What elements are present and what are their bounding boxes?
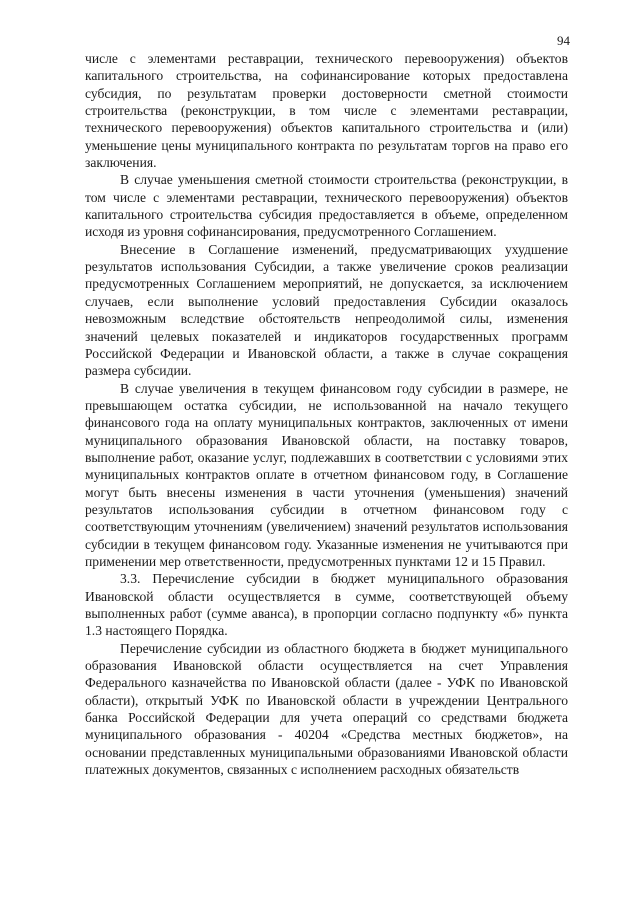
paragraph-cost-reduction: В случае уменьшения сметной стоимости строительства (реконструкции, в том числе с элементами реставрации, технического перевооружения) объектов капитального строительства субсидия предоставляется в объеме, определенном исходя из уровня софинансирования, предусмотренного Соглашением. [85, 172, 568, 240]
paragraph-transfer-procedure: Перечисление субсидии из областного бюджета в бюджет муниципального образования Ивановской области осуществляется на счет Управления Федерального казначейства по Ивановской области (далее - УФК по Ивановской области), открытый УФК по Ивановской области в учреждении Центрального банка Российской Федерации для учета операций со средствами бюджета муниципального образования - 40204 «Средства местных бюджетов», на основании представленных муниципальными образованиями Ивановской области платежных документов, связанных с исполнением расходных обязательств [85, 640, 568, 778]
body-text [85, 50, 568, 778]
page-number: 94 [557, 33, 570, 48]
paragraph-section-3-3: 3.3. Перечисление субсидии в бюджет муниципального образования Ивановской области осуществляется в сумме, соответствующей объему выполненных работ (сумме аванса), в пропорции согласно подпункту «б» пункта 1.3 настоящего Порядка. [85, 571, 568, 639]
paragraph-agreement-changes: Внесение в Соглашение изменений, предусматривающих ухудшение результатов использования Субсидии, а также увеличение сроков реализации предусмотренных Соглашением мероприятий, не допускается, за исключением случаев, если выполнение условий предоставления Субсидии оказалось невозможным вследствие обстоятельств непреодолимой силы, изменения значений целевых показателей и индикаторов государственных программ Российской Федерации и Ивановской области, а также в случае сокращения размера субсидии. [85, 241, 568, 379]
paragraph-continuation: числе с элементами реставрации, технического перевооружения) объектов капитального строительства, на софинансирование которых предоставлена субсидия, по результатам проверки достоверности сметной стоимости строительства (реконструкции, в том числе с элементами реставрации, технического перевооружения) объектов капитального строительства и (или) уменьшение цены муниципального контракта по результатам торгов на право его заключения. [85, 51, 568, 171]
paragraph-subsidy-increase: В случае увеличения в текущем финансовом году субсидии в размере, не превышающем остатка субсидии, не использованной на начало текущего финансового года на оплату муниципальных контрактов, заключенных от имени муниципального образования Ивановской области, на поставку товаров, выполнение работ, оказание услуг, подлежавших в соответствии с условиями этих муниципальных контрактов оплате в отчетном финансовом году, в Соглашение могут быть внесены изменения в части уточнения (уменьшения) значений результатов использования субсидии в отчетном финансовом году с соответствующим уточнениям (увеличением) значений результатов использования субсидии в текущем финансовом году. Указанные изменения не учитываются при применении мер ответственности, предусмотренных пунктами 12 и 15 Правил. [85, 380, 568, 569]
